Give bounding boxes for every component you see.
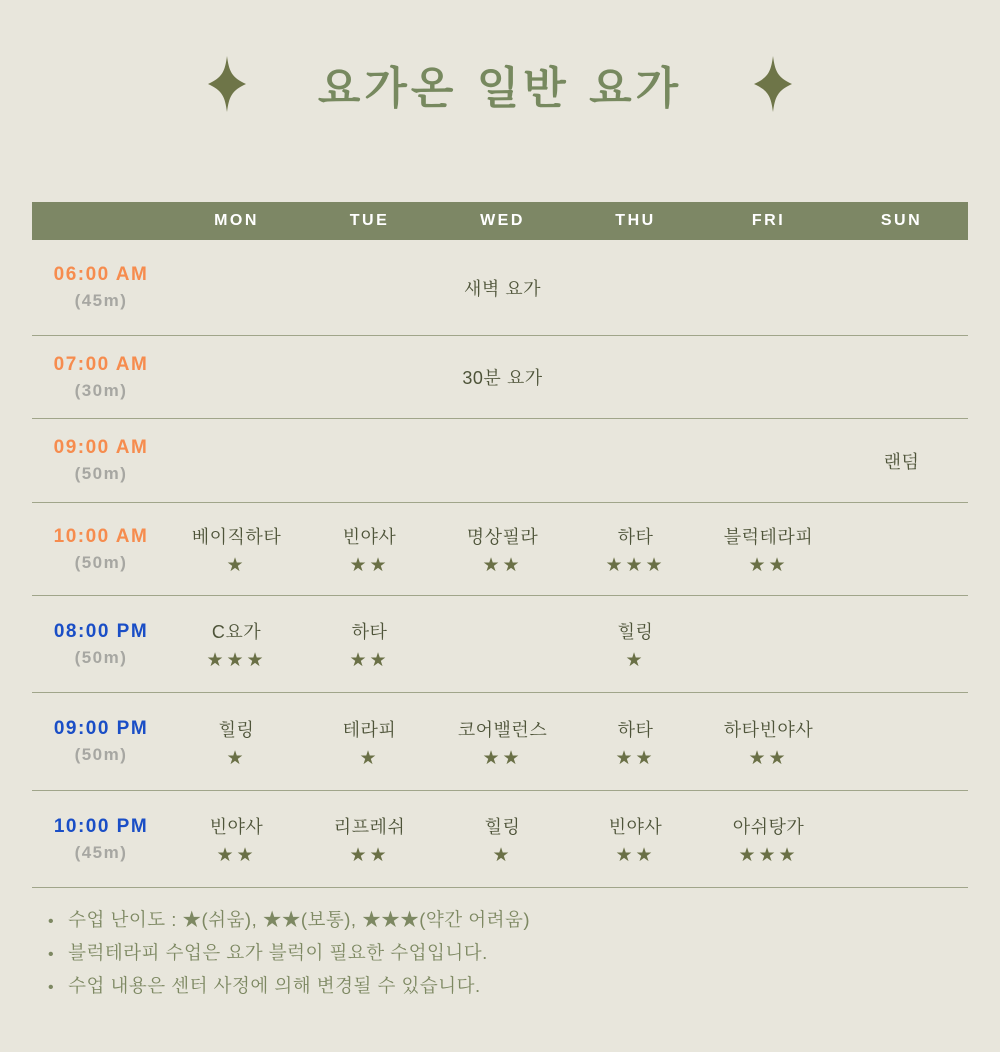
difficulty-stars: ★★ — [349, 555, 390, 576]
class-cell-fri — [702, 716, 835, 768]
duration-label: (45m) — [74, 291, 128, 310]
note-item — [48, 937, 530, 970]
difficulty-stars: ★★ — [349, 650, 390, 671]
time-cell — [32, 526, 170, 573]
class-name: 하타 — [617, 719, 654, 740]
class-name: 하타 — [617, 527, 654, 547]
bullet-icon: • — [48, 913, 55, 930]
time-cell — [32, 264, 170, 311]
duration-label: (30m) — [74, 380, 128, 400]
class-cell-wed — [436, 523, 569, 575]
schedule-poster — [0, 52, 1000, 1052]
duration-label: (50m) — [74, 464, 128, 483]
bullet-icon: • — [48, 979, 55, 996]
class-name: 하타 — [351, 622, 388, 642]
time-cell — [32, 621, 170, 668]
class-name: 블럭테라피 — [723, 527, 814, 547]
class-cell-wed — [436, 716, 569, 768]
day-header-bar — [32, 202, 968, 240]
time-cell — [32, 718, 170, 765]
difficulty-stars: ★ — [226, 555, 247, 576]
class-name: 빈야사 — [209, 817, 264, 837]
difficulty-stars: ★★ — [748, 555, 789, 576]
class-name: 아쉬탕가 — [732, 817, 805, 837]
note-text: 수업 난이도 : ★(쉬움), ★★(보통), ★★★(약간 어려움) — [68, 909, 531, 930]
class-cell-fri — [702, 813, 835, 865]
schedule-row-0900am — [32, 419, 968, 503]
difficulty-stars: ★★ — [615, 747, 656, 769]
class-cell-mon — [170, 618, 303, 670]
bullet-icon: • — [48, 946, 55, 963]
class-name: 힐링 — [617, 622, 654, 642]
class-name: 코어밸런스 — [457, 719, 548, 740]
class-cell-thu — [569, 523, 702, 575]
difficulty-stars: ★★★ — [738, 845, 799, 866]
class-name: 빈야사 — [608, 817, 663, 837]
class-name: 하타빈야사 — [723, 719, 814, 740]
sparkle-icon — [208, 56, 246, 112]
difficulty-stars: ★ — [359, 747, 380, 769]
class-name: 테라피 — [342, 719, 397, 740]
note-item — [48, 904, 530, 937]
class-cell-wed — [436, 364, 569, 390]
class-name: 리프레쉬 — [333, 817, 406, 837]
note-text: 수업 내용은 센터 사정에 의해 변경될 수 있습니다. — [68, 975, 481, 996]
schedule-row-0700am — [32, 336, 968, 419]
class-name: 베이직하타 — [191, 527, 282, 547]
difficulty-stars: ★★ — [748, 747, 789, 769]
schedule-row-0900pm — [32, 693, 968, 791]
class-name: 빈야사 — [342, 527, 397, 547]
difficulty-stars: ★★ — [482, 747, 523, 769]
time-label: 10:00 PM — [53, 815, 149, 837]
day-header-wed: WED — [480, 212, 525, 229]
difficulty-stars: ★★★ — [605, 555, 666, 576]
class-cell-tue — [303, 618, 436, 670]
class-name: 30분 요가 — [462, 368, 543, 388]
class-name: 새벽 요가 — [463, 278, 542, 299]
difficulty-stars: ★★★ — [206, 650, 267, 671]
day-header-fri: FRI — [751, 212, 786, 229]
day-header-mon: MON — [214, 212, 259, 229]
schedule-row-1000am — [32, 503, 968, 596]
difficulty-stars: ★ — [226, 747, 247, 769]
difficulty-stars: ★★ — [349, 845, 390, 866]
time-label: 09:00 AM — [53, 437, 149, 458]
class-cell-tue — [303, 523, 436, 575]
class-cell-sun — [835, 448, 968, 474]
class-name: 힐링 — [484, 817, 521, 837]
time-label: 08:00 PM — [53, 620, 149, 642]
difficulty-stars: ★★ — [615, 845, 656, 866]
class-name: C요가 — [211, 622, 262, 642]
class-name: 힐링 — [218, 719, 255, 740]
class-cell-tue — [303, 716, 436, 768]
time-label: 09:00 PM — [53, 718, 149, 739]
class-name: 명상필라 — [466, 527, 539, 547]
sparkle-icon — [754, 56, 792, 112]
class-name: 랜덤 — [883, 451, 920, 472]
class-cell-wed — [436, 275, 569, 301]
day-header-sun: SUN — [880, 212, 923, 229]
class-cell-mon — [170, 716, 303, 768]
schedule-row-1000pm — [32, 791, 968, 888]
duration-label: (50m) — [74, 745, 128, 764]
difficulty-stars: ★★ — [216, 845, 257, 866]
class-cell-thu — [569, 813, 702, 865]
difficulty-stars: ★ — [492, 845, 513, 866]
time-cell — [32, 354, 170, 401]
class-cell-wed — [436, 813, 569, 865]
time-cell — [32, 816, 170, 863]
day-header-tue: TUE — [349, 212, 390, 229]
class-cell-fri — [702, 523, 835, 575]
duration-label: (50m) — [74, 552, 128, 572]
class-cell-thu — [569, 618, 702, 670]
duration-label: (50m) — [74, 647, 128, 667]
class-cell-thu — [569, 716, 702, 768]
schedule-row-0800pm — [32, 596, 968, 693]
time-label: 07:00 AM — [53, 353, 149, 375]
class-cell-mon — [170, 523, 303, 575]
difficulty-stars: ★ — [625, 650, 646, 671]
schedule-table — [32, 202, 968, 888]
day-header-thu: THU — [615, 212, 656, 229]
title-row — [0, 52, 1000, 116]
schedule-row-0600am — [32, 240, 968, 336]
time-cell — [32, 437, 170, 484]
class-cell-tue — [303, 813, 436, 865]
class-cell-mon — [170, 813, 303, 865]
duration-label: (45m) — [74, 842, 128, 862]
time-label: 10:00 AM — [53, 525, 149, 547]
note-text: 블럭테라피 수업은 요가 블럭이 필요한 수업입니다. — [68, 942, 488, 963]
time-label: 06:00 AM — [53, 264, 149, 285]
difficulty-stars: ★★ — [482, 555, 523, 576]
note-item — [48, 970, 530, 1003]
page-title: 요가온 일반 요가 — [317, 63, 683, 114]
footer-notes — [48, 904, 530, 1003]
